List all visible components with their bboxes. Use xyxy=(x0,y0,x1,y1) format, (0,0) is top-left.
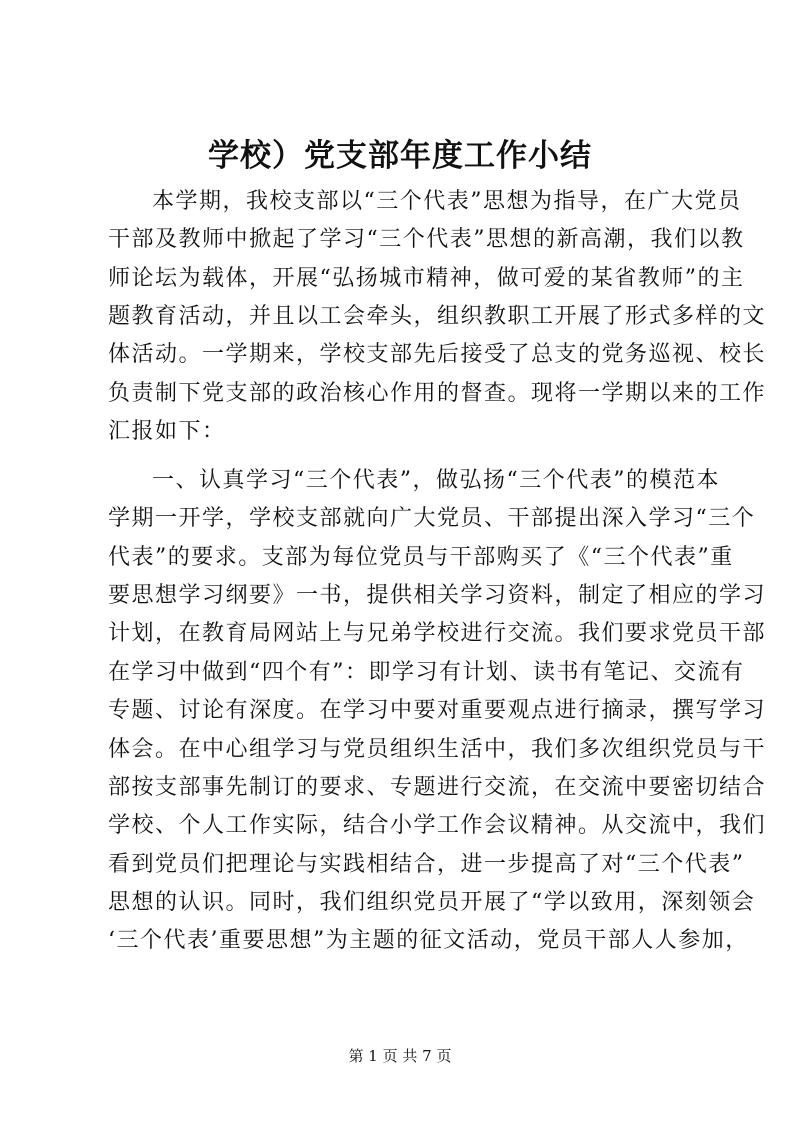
paragraph-line: 思想的认识。同时，我们组织党员开展了“学以致用，深刻领会 xyxy=(108,890,756,915)
paragraph-line: 在学习中做到“四个有”：即学习有计划、读书有笔记、交流有 xyxy=(108,660,745,685)
section-heading-line: 一、认真学习“三个代表”，做弘扬“三个代表”的模范本 xyxy=(152,468,720,493)
paragraph-line: ‘三个代表’重要思想”为主题的征文活动，党员干部人人参加， xyxy=(108,928,749,953)
paragraph-line: 体活动。一学期来，学校支部先后接受了总支的党务巡视、校长 xyxy=(108,342,767,367)
paragraph-line: 负责制下党支部的政治核心作用的督查。现将一学期以来的工作 xyxy=(108,381,767,406)
paragraph-line: 汇报如下： xyxy=(108,419,226,444)
page-number-footer: 第 1 页 共 7 页 xyxy=(348,1047,452,1065)
paragraph-line: 专题、讨论有深度。在学习中要对重要观点进行摘录，撰写学习 xyxy=(108,698,767,723)
document-title: 学校）党支部年度工作小结 xyxy=(208,138,592,174)
paragraph-line: 师论坛为载体，开展“弘扬城市精神，做可爱的某省教师”的主 xyxy=(108,266,745,291)
paragraph-line: 本学期，我校支部以“三个代表”思想为指导，在广大党员 xyxy=(152,189,742,214)
paragraph-line: 题教育活动，并且以工会牵头，组织教职工开展了形式多样的文 xyxy=(108,304,767,329)
paragraph-line: 看到党员们把理论与实践相结合，进一步提高了对“三个代表” xyxy=(108,852,745,877)
paragraph-line: 计划，在教育局网站上与兄弟学校进行交流。我们要求党员干部 xyxy=(108,621,767,646)
paragraph-line: 部按支部事先制订的要求、专题进行交流，在交流中要密切结合 xyxy=(108,775,767,800)
paragraph-line: 干部及教师中掀起了学习“三个代表”思想的新高潮，我们以教 xyxy=(108,227,745,252)
paragraph-line: 要思想学习纲要》一书，提供相关学习资料，制定了相应的学习 xyxy=(108,583,767,608)
paragraph-line: 代表”的要求。支部为每位党员与干部购买了《“三个代表”重 xyxy=(108,545,734,570)
paragraph-line: 体会。在中心组学习与党员组织生活中，我们多次组织党员与干 xyxy=(108,737,767,762)
paragraph-line: 学期一开学，学校支部就向广大党员、干部提出深入学习“三个 xyxy=(108,506,756,531)
paragraph-line: 学校、个人工作实际，结合小学工作会议精神。从交流中，我们 xyxy=(108,813,767,838)
